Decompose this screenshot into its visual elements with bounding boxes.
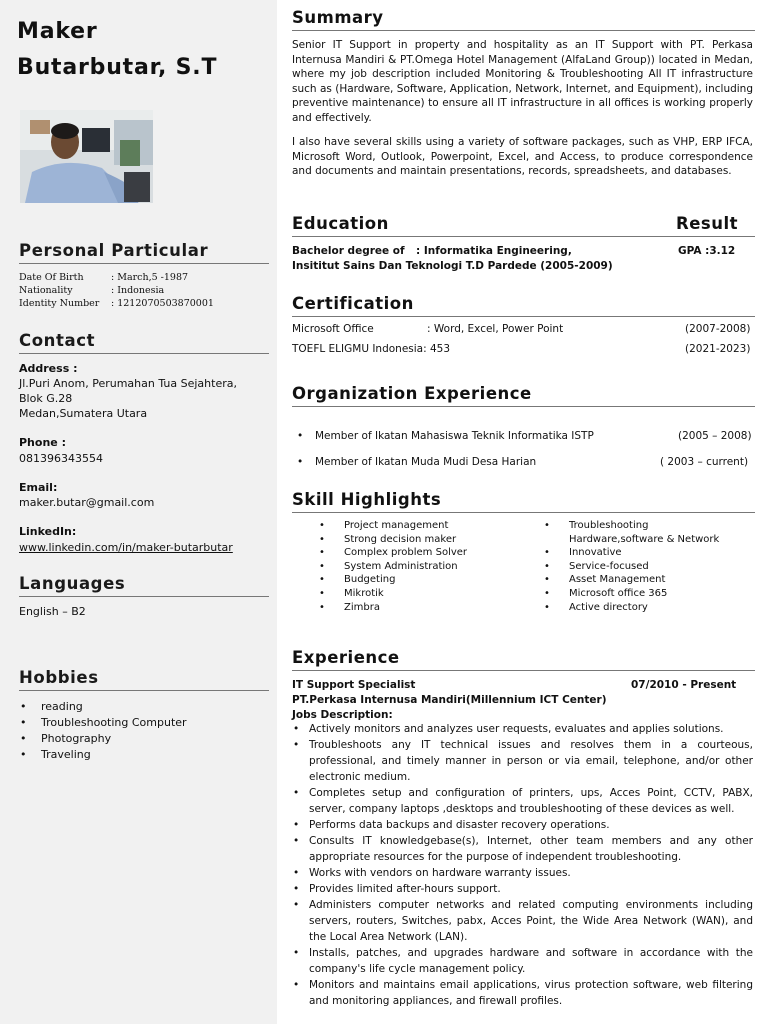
cert-period: (2007-2008) [685,323,751,335]
cert-detail: : Word, Excel, Power Point [427,323,564,335]
hobbies-list [19,699,187,763]
hobby-item: • Traveling [19,747,187,763]
skill-item: • Microsoft office 365 [544,587,719,601]
duty-item: • Actively monitors and analyzes user requests, evaluates and applies solutions. [292,721,753,737]
skill-item: • Active directory [544,601,719,615]
language-item: English – B2 [19,605,86,618]
pp-value: : 1212070503870001 [111,298,214,309]
pp-row-nationality [19,285,164,296]
profile-photo [20,110,153,203]
skill-item: • Zimbra [319,601,467,615]
skill-item: • Budgeting [319,573,467,587]
duty-item: • Performs data backups and disaster recovery operations. [292,817,753,833]
skill-item: • Innovative [544,546,719,560]
contact-heading: Contact [19,331,269,354]
education-heading [292,214,755,237]
pp-key: Nationality [19,285,73,296]
address-line: Jl.Puri Anom, Perumahan Tua Sejahtera, [19,377,237,390]
address-label: Address : [19,362,78,375]
pp-row-dob [19,272,188,283]
summary-paragraph-1: Senior IT Support in property and hospitality as an IT Support with PT. Perkasa Internusa Mandiri & PT.Omega Hotel Management (AlfaLand Group)) located in Medan, where my job description included Monitoring & Troubleshooting All IT infrastructure such as (Hardware, Software, Application, Network, Internet, and Equipment), including preventive maintenance) to ensure all IT infrastructure in all offices is working properly and effectively. [292,39,753,124]
address-line: Medan,Sumatera Utara [19,407,148,420]
job-title: IT Support Specialist [292,679,416,691]
duty-item: • Administers computer networks and related computing environments including servers, routers, Switches, pabx, Acces Point, the Wide Area Network (WAN), and the Local Area Network (LAN). [292,897,753,945]
degree-label: Bachelor degree of [292,245,405,257]
skill-item: • Troubleshooting [544,519,719,533]
skills-column-1 [319,519,467,614]
bullet: • [297,430,304,442]
pp-value: : Indonesia [111,285,165,296]
linkedin-link[interactable]: www.linkedin.com/in/maker-butarbutar [19,541,233,554]
hobby-item: • Photography [19,731,187,747]
skills-heading: Skill Highlights [292,490,755,513]
sidebar [0,0,277,1024]
pp-key: Date Of Birth [19,272,84,283]
address-line: Blok G.28 [19,392,73,405]
duty-item: • Works with vendors on hardware warranty issues. [292,865,753,881]
phone-label: Phone : [19,436,66,449]
jobs-label: Jobs Description: [292,709,393,721]
bullet: • [297,456,304,468]
languages-heading: Languages [19,574,269,597]
last-name: Butarbutar, S.T [17,55,218,80]
first-name: Maker [17,19,98,44]
education-title: Education [292,214,389,233]
duty-item: • Monitors and maintains email applications, virus protection software, web filtering and monitoring appliances, and firewall profiles. [292,977,753,1009]
skills-column-2 [544,519,719,614]
org-name: Member of Ikatan Muda Mudi Desa Harian [315,456,537,468]
result-title: Result [675,214,738,233]
cert-name: TOEFL ELIGMU Indonesia: 453 [292,343,451,355]
duty-item: • Consults IT knowledgebase(s), Internet, other team members and any other appropriate resources for the purpose of independent troubleshooting. [292,833,753,865]
pp-key: Identity Number [19,298,100,309]
pp-row-identity [19,298,214,309]
skill-item: • Asset Management [544,573,719,587]
hobbies-heading: Hobbies [19,668,269,691]
linkedin-label: LinkedIn: [19,525,77,538]
experience-heading: Experience [292,648,755,671]
pp-value: : March,5 -1987 [111,272,189,283]
skill-item: • Project management [319,519,467,533]
cert-period: (2021-2023) [685,343,751,355]
hobby-item: • reading [19,699,187,715]
skill-item: • Strong decision maker [319,533,467,547]
skill-item: • System Administration [319,560,467,574]
duty-item: • Troubleshoots any IT technical issues and resolves them in a courteous, professional, and timely manner in person or via email, telephone, and/or other electronic medium. [292,737,753,785]
email-link[interactable]: maker.butar@gmail.com [19,496,155,509]
cert-name: Microsoft Office [292,323,374,335]
hobby-item: • Troubleshooting Computer [19,715,187,731]
summary-heading: Summary [292,8,755,31]
duty-item: • Provides limited after-hours support. [292,881,753,897]
company-name: PT.Perkasa Internusa Mandiri(Millennium ICT Center) [292,694,607,706]
duty-item: • Installs, patches, and upgrades hardware and software in accordance with the company's life cycle management policy. [292,945,753,977]
org-name: Member of Ikatan Mahasiswa Teknik Informatika ISTP [315,430,594,442]
institution: Insititut Sains Dan Teknologi T.D Pardede (2005-2009) [292,260,613,272]
org-period: ( 2003 – current) [660,456,749,468]
organization-heading: Organization Experience [292,384,755,407]
job-period: 07/2010 - Present [631,679,737,691]
certification-heading: Certification [292,294,755,317]
duty-item: • Completes setup and configuration of printers, ups, Acces Point, CCTV, PABX, server, company laptops ,desktops and troubleshooting of these devices as well. [292,785,753,817]
degree-value: : Informatika Engineering, [416,245,572,257]
skill-item: • Service-focused [544,560,719,574]
summary-paragraph-2: I also have several skills using a variety of software packages, such as VHP, ERP IFCA, Microsoft Word, Outlook, Powerpoint, Excel, and Access, to produce correspondence and documents and maintain presentations, records, spreadsheets, and databases. [292,136,753,178]
skill-item: • Complex problem Solver [319,546,467,560]
personal-heading: Personal Particular [19,241,269,264]
skill-item: • Mikrotik [319,587,467,601]
phone-value: 081396343554 [19,452,103,465]
skill-item-continued: Hardware,software & Network [569,533,720,545]
duties-list [292,721,753,1009]
org-period: (2005 – 2008) [678,430,752,442]
gpa: GPA :3.12 [678,245,736,257]
email-label: Email: [19,481,58,494]
